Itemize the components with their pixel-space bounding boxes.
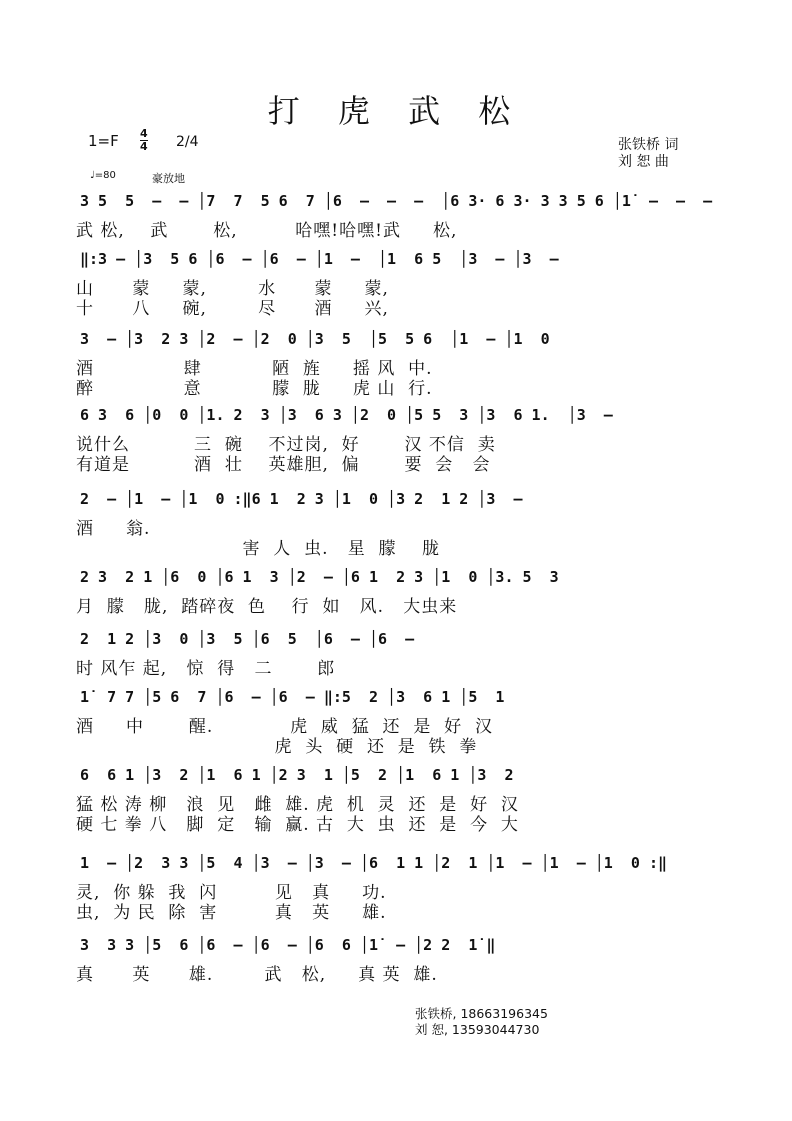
lyricist-credit: 张铁桥 词 — [618, 137, 679, 153]
lyric-line: 酒 翁. — [76, 519, 151, 539]
alt-time-signature: 2/4 — [176, 134, 199, 150]
lyric-line: 山 蒙 蒙, 水 蒙 蒙, — [76, 279, 389, 299]
notation-row: 2 1 2 │3 0 │3 5 │6 5 │6 – │6 – — [80, 630, 415, 648]
notation-row: 1 – │2 3 3 │5 4 │3 – │3 – │6 1 1 │2 1 │1 – │1 – │1 0 :‖ — [80, 854, 667, 872]
expression-marking: 豪放地 — [152, 172, 185, 185]
notation-row: 6 6 1 │3 2 │1 6 1 │2 3 1 │5 2 │1 6 1 │3 2 — [80, 766, 514, 784]
lyric-line: 虎 头 硬 还 是 铁 拳 — [76, 737, 478, 757]
contact-line-1: 张铁桥, 18663196345 — [415, 1006, 548, 1021]
lyric-line: 硬 七 拳 八 脚 定 输 赢. 古 大 虫 还 是 今 大 — [76, 815, 519, 835]
lyric-line: 酒 中 醒. 虎 威 猛 还 是 好 汉 — [76, 717, 493, 737]
time-signature — [140, 128, 148, 153]
lyric-line: 虫, 为 民 除 害 真 英 雄. — [76, 903, 387, 923]
composer-credit: 刘 恕 曲 — [618, 154, 669, 170]
notation-row: 3 3 3 │5 6 │6 – │6 – │6 6 │1̇ – │2 2 1̇ ‖ — [80, 936, 496, 954]
lyric-line: 十 八 碗, 尽 酒 兴, — [76, 299, 389, 319]
tempo-marking: ♩=80 — [90, 170, 116, 181]
contact-line-2: 刘 恕, 13593044730 — [415, 1022, 540, 1037]
time-sig-bottom: 4 — [140, 140, 148, 153]
lyric-line: 武 松, 武 松, 哈嘿!哈嘿!武 松, — [76, 221, 458, 241]
lyric-line: 月 朦 胧, 踏碎夜 色 行 如 风. 大虫来 — [76, 597, 458, 617]
lyric-line: 害 人 虫. 星 朦 胧 — [76, 539, 441, 559]
notation-row: 6 3 6 │0 0 │1. 2 3 │3 6 3 │2 0 │5 5 3 │3 6 1. │3 – — [80, 406, 613, 424]
key-signature: 1=F — [88, 132, 119, 150]
song-title: 打 虎 武 松 — [267, 92, 525, 130]
time-sig-top: 4 — [140, 127, 148, 140]
notation-row: 1̇ 7 7 │5 6 7 │6 – │6 – ‖:5 2 │3 6 1 │5 1 — [80, 688, 505, 706]
lyric-line: 时 风乍 起, 惊 得 二 郎 — [76, 659, 336, 679]
notation-row: 2 – │1 – │1 0 :‖6 1 2 3 │1 0 │3 2 1 2 │3 – — [80, 490, 523, 508]
lyric-line: 真 英 雄. 武 松, 真 英 雄. — [76, 965, 438, 985]
lyric-line: 酒 肆 陋 旌 摇 风 中. — [76, 359, 433, 379]
lyric-line: 灵, 你 躲 我 闪 见 真 功. — [76, 883, 387, 903]
lyric-line: 说什么 三 碗 不过岗, 好 汉 不信 卖 — [76, 435, 496, 455]
lyric-line: 醉 意 朦 胧 虎 山 行. — [76, 379, 433, 399]
notation-row: ‖:3 – │3 5 6 │6 – │6 – │1 – │1 6 5 │3 – │3 – — [80, 250, 559, 268]
notation-row: 3 – │3 2 3 │2 – │2 0 │3 5 │5 5 6 │1 – │1 0 — [80, 330, 550, 348]
notation-row: 3 5 5 – – │7 7 5 6 7 │6 – – – │6 3· 6 3· 3 3 5 6 │1̇ – – – — [80, 192, 713, 210]
credits — [618, 137, 678, 171]
notation-row: 2 3 2 1 │6 0 │6 1 3 │2 – │6 1 2 3 │1 0 │3. 5 3 — [80, 568, 559, 586]
lyric-line: 猛 松 涛 柳 浪 见 雌 雄. 虎 机 灵 还 是 好 汉 — [76, 795, 519, 815]
lyric-line: 有道是 酒 壮 英雄胆, 偏 要 会 会 — [76, 455, 491, 475]
